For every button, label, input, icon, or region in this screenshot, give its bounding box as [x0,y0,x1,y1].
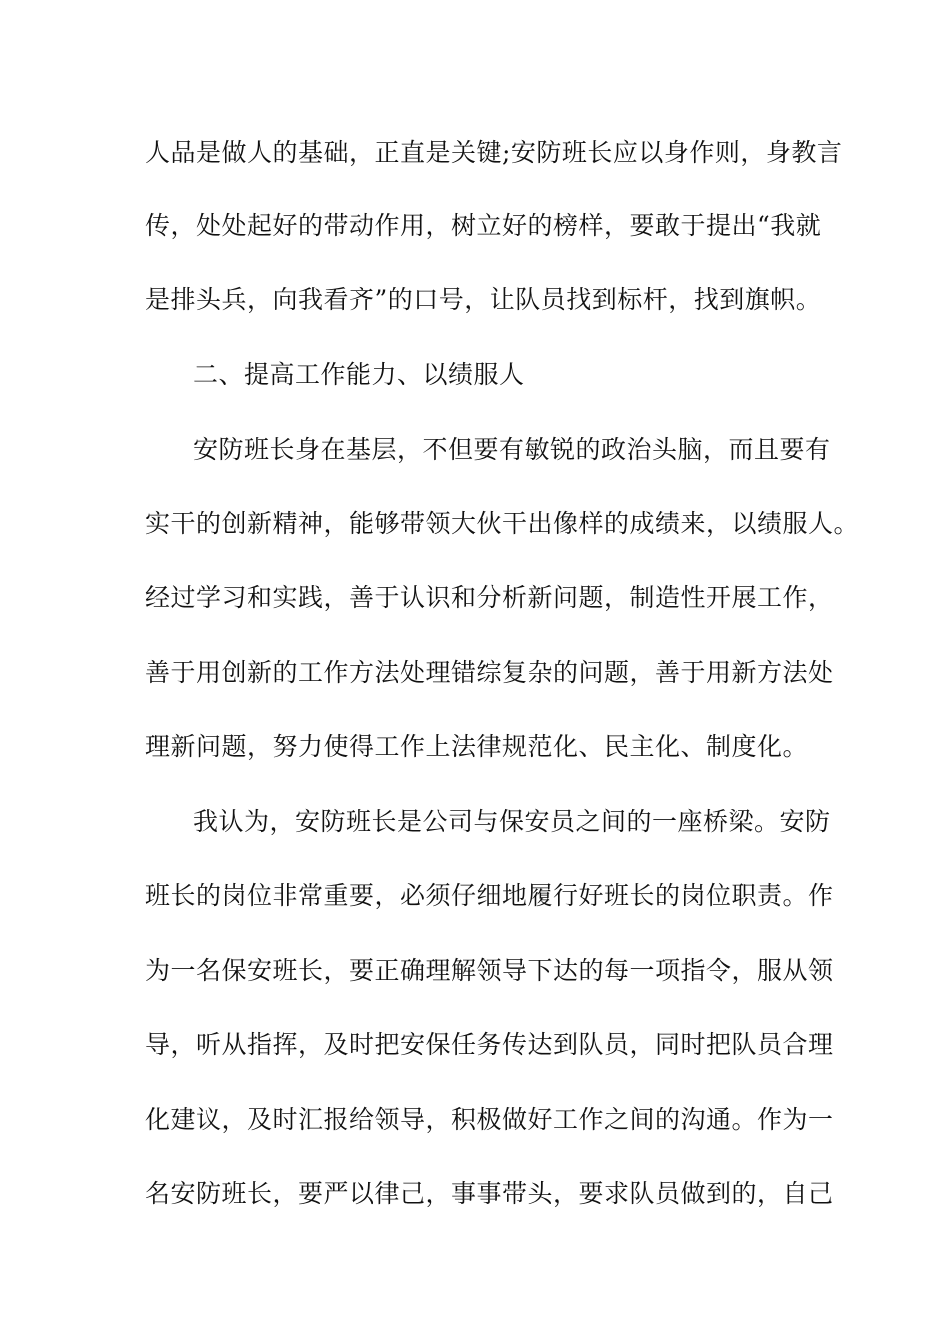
text-line: 导，听从指挥，及时把安保任务传达到队员，同时把队员合理 [145,1030,834,1059]
text-line: 人品是做人的基础，正直是关键;安防班长应以身作则，身教言 [145,138,843,167]
text-line: 名安防班长，要严以律己，事事带头，要求队员做到的，自己 [145,1179,834,1208]
text-line: 是排头兵，向我看齐”的口号，让队员找到标杆，找到旗帜。 [145,285,822,314]
text-line: 实干的创新精神，能够带领大伙干出像样的成绩来，以绩服人。 [145,509,860,538]
text-line: 我认为，安防班长是公司与保安员之间的一座桥梁。安防 [193,807,831,836]
section-heading: 二、提高工作能力、以绩服人 [193,360,525,389]
text-line: 经过学习和实践，善于认识和分析新问题，制造性开展工作， [145,583,834,612]
text-line: 班长的岗位非常重要，必须仔细地履行好班长的岗位职责。作 [145,881,834,910]
text-line: 传，处处起好的带动作用，树立好的榜样，要敢于提出“我就 [145,211,822,240]
text-line: 善于用创新的工作方法处理错综复杂的问题，善于用新方法处 [145,658,834,687]
text-line: 理新问题，努力使得工作上法律规范化、民主化、制度化。 [145,732,809,761]
text-line: 为一名保安班长，要正确理解领导下达的每一项指令，服从领 [145,956,834,985]
text-line: 化建议，及时汇报给领导，积极做好工作之间的沟通。作为一 [145,1105,834,1134]
text-line: 安防班长身在基层，不但要有敏锐的政治头脑，而且要有 [193,435,831,464]
